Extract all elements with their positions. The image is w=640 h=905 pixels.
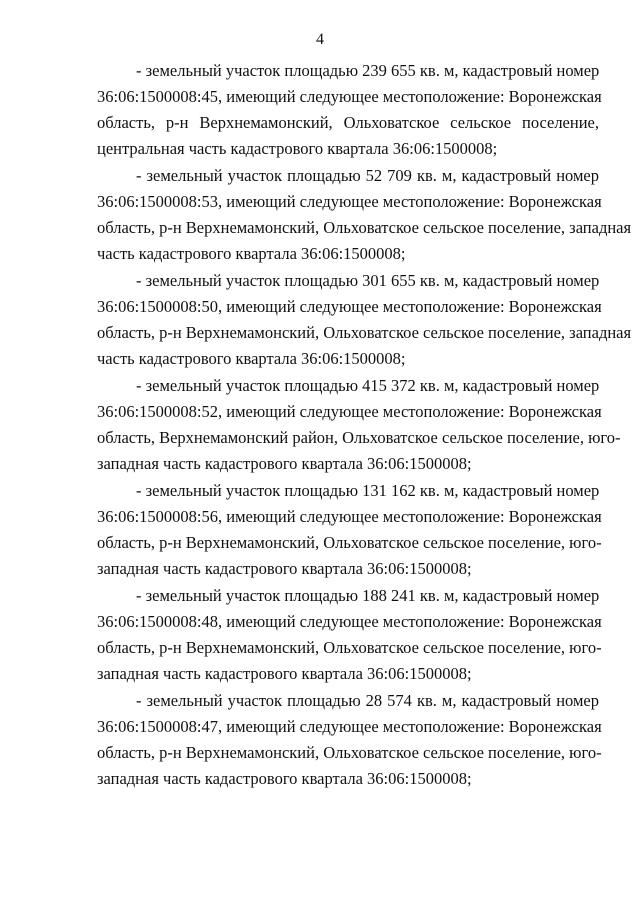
paragraph-5-line-3: область, р-н Верхнемамонский, Ольховатское сельское поселение, юго- <box>97 533 602 552</box>
paragraph-7-line-3: область, р-н Верхнемамонский, Ольховатское сельское поселение, юго- <box>97 743 602 762</box>
paragraph-6-line-4: западная часть кадастрового квартала 36:06:1500008; <box>97 664 472 683</box>
paragraph-7-line-1: - земельный участок площадью 28 574 кв. м, кадастровый номер <box>136 691 599 710</box>
paragraph-1-line-1: - земельный участок площадью 239 655 кв. м, кадастровый номер <box>136 61 600 80</box>
paragraph-3-line-1: - земельный участок площадью 301 655 кв. м, кадастровый номер <box>136 271 600 290</box>
paragraph-5-line-4: западная часть кадастрового квартала 36:06:1500008; <box>97 559 472 578</box>
paragraph-7-line-2: 36:06:1500008:47, имеющий следующее местоположение: Воронежская <box>97 717 602 736</box>
paragraph-4-line-1: - земельный участок площадью 415 372 кв. м, кадастровый номер <box>136 376 600 395</box>
paragraph-2-line-2: 36:06:1500008:53, имеющий следующее местоположение: Воронежская <box>97 192 602 211</box>
paragraph-2-line-1: - земельный участок площадью 52 709 кв. м, кадастровый номер <box>136 166 599 185</box>
page-number: 4 <box>316 31 324 48</box>
paragraph-3-line-4: часть кадастрового квартала 36:06:1500008; <box>97 349 406 368</box>
paragraph-5-line-2: 36:06:1500008:56, имеющий следующее местоположение: Воронежская <box>97 507 602 526</box>
paragraph-6-line-1: - земельный участок площадью 188 241 кв. м, кадастровый номер <box>136 586 600 605</box>
paragraph-1-line-3: область, р-н Верхнемамонский, Ольховатское сельское поселение, <box>97 113 599 132</box>
paragraph-2-line-4: часть кадастрового квартала 36:06:1500008; <box>97 244 406 263</box>
paragraph-6-line-3: область, р-н Верхнемамонский, Ольховатское сельское поселение, юго- <box>97 638 602 657</box>
paragraph-5-line-1: - земельный участок площадью 131 162 кв. м, кадастровый номер <box>136 481 600 500</box>
paragraph-2-line-3: область, р-н Верхнемамонский, Ольховатское сельское поселение, западная <box>97 218 632 237</box>
paragraph-4-line-3: область, Верхнемамонский район, Ольховатское сельское поселение, юго- <box>97 428 621 447</box>
paragraph-4-line-2: 36:06:1500008:52, имеющий следующее местоположение: Воронежская <box>97 402 602 421</box>
paragraph-7-line-4: западная часть кадастрового квартала 36:06:1500008; <box>97 769 472 788</box>
paragraph-3-line-2: 36:06:1500008:50, имеющий следующее местоположение: Воронежская <box>97 297 602 316</box>
paragraph-1-line-4: центральная часть кадастрового квартала 36:06:1500008; <box>97 139 498 158</box>
paragraph-4-line-4: западная часть кадастрового квартала 36:06:1500008; <box>97 454 472 473</box>
paragraph-1-line-2: 36:06:1500008:45, имеющий следующее местоположение: Воронежская <box>97 87 602 106</box>
paragraph-3-line-3: область, р-н Верхнемамонский, Ольховатское сельское поселение, западная <box>97 323 632 342</box>
paragraph-6-line-2: 36:06:1500008:48, имеющий следующее местоположение: Воронежская <box>97 612 602 631</box>
